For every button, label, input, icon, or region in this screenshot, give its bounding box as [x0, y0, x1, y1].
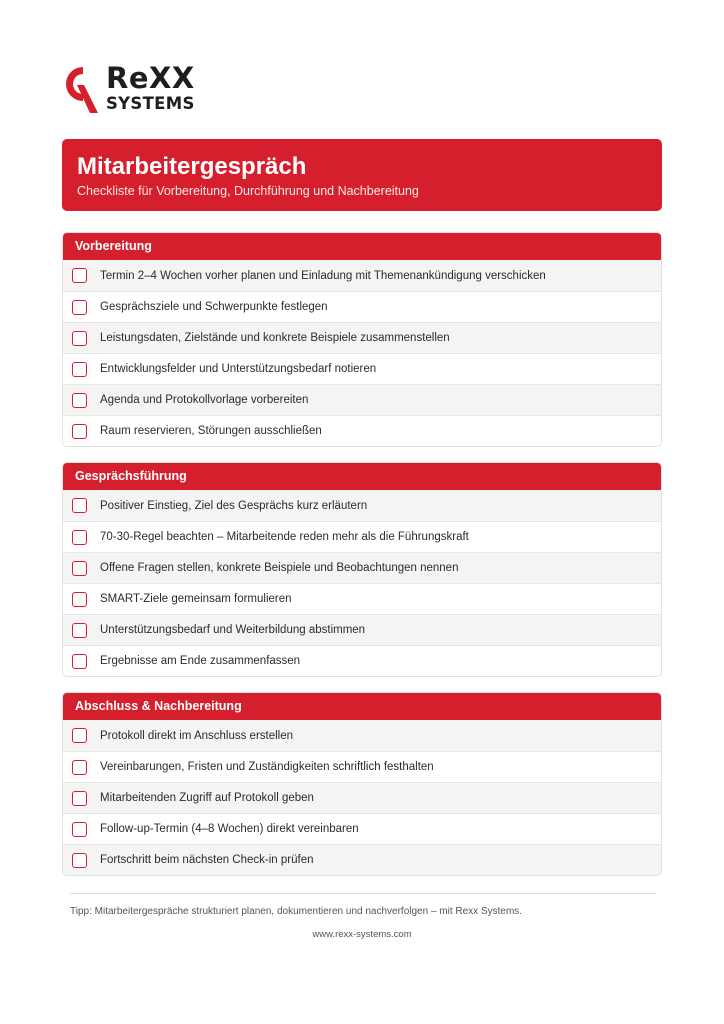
checkbox[interactable] — [72, 853, 87, 868]
checklist-item — [63, 291, 661, 322]
checkbox[interactable] — [72, 654, 87, 669]
checkbox[interactable] — [72, 791, 87, 806]
logo-line-2: SYSTEMS — [106, 94, 195, 113]
checkbox[interactable] — [72, 592, 87, 607]
checklist-item-label: Protokoll direkt im Anschluss erstellen — [100, 729, 294, 742]
checkbox[interactable] — [72, 498, 87, 513]
section-title: Abschluss & Nachbereitung — [63, 693, 661, 720]
checklist-item — [63, 384, 661, 415]
checklist-item-label: Mitarbeitenden Zugriff auf Protokoll geben — [100, 792, 314, 804]
checkbox[interactable] — [72, 300, 87, 315]
checkbox[interactable] — [72, 331, 87, 346]
checklist-item-label: Unterstützungsbedarf und Weiterbildung abstimmen — [100, 624, 366, 636]
checklist-item — [63, 353, 661, 384]
page-title: Mitarbeitergespräch — [77, 153, 307, 180]
checklist-item — [63, 813, 661, 844]
checklist-item — [63, 645, 661, 676]
rexx-logo-icon — [64, 65, 102, 115]
checklist-item-label: Follow-up-Termin (4–8 Wochen) direkt vereinbaren — [100, 823, 359, 835]
checklist-item — [63, 552, 661, 583]
footer-url[interactable]: www.rexx-systems.com — [312, 929, 412, 940]
title-banner — [62, 139, 662, 211]
checkbox[interactable] — [72, 530, 87, 545]
checklist-item — [63, 614, 661, 645]
checklist-item-label: Positiver Einstieg, Ziel des Gesprächs kurz erläutern — [100, 499, 368, 512]
checklist-item — [63, 260, 661, 291]
checkbox[interactable] — [72, 728, 87, 743]
checklist-item-label: Raum reservieren, Störungen ausschließen — [100, 425, 322, 437]
checklist-item-label: Gesprächsziele und Schwerpunkte festlegen — [100, 301, 328, 313]
checklist-item — [63, 782, 661, 813]
section-title: Gesprächsführung — [63, 463, 661, 490]
checklist-item — [63, 844, 661, 875]
checklist-item — [63, 322, 661, 353]
checklist-item-label: Leistungsdaten, Zielstände und konkrete Beispiele zusammenstellen — [100, 332, 450, 344]
checklist-item-label: Ergebnisse am Ende zusammenfassen — [100, 655, 301, 667]
checklist-item-label: Fortschritt beim nächsten Check-in prüfen — [100, 854, 314, 866]
checklist-item — [63, 751, 661, 782]
checklist-item — [63, 583, 661, 614]
checkbox[interactable] — [72, 362, 87, 377]
checkbox[interactable] — [72, 822, 87, 837]
logo-line-1: ReXX — [106, 61, 195, 95]
footer-divider — [70, 893, 656, 894]
checkbox[interactable] — [72, 268, 87, 283]
checklist-item-label: SMART-Ziele gemeinsam formulieren — [100, 593, 292, 605]
checklist-item — [63, 415, 661, 446]
checklist-item — [63, 720, 661, 751]
checklist-item-label: Termin 2–4 Wochen vorher planen und Einladung mit Themenankündigung verschicken — [100, 269, 546, 282]
logo-wordmark — [106, 61, 195, 113]
checkbox[interactable] — [72, 393, 87, 408]
company-logo — [64, 62, 204, 118]
checkbox[interactable] — [72, 424, 87, 439]
checklist-item-label: Vereinbarungen, Fristen und Zuständigkeiten schriftlich festhalten — [100, 761, 434, 773]
section-gespraechsfuehrung — [62, 462, 662, 677]
section-abschluss — [62, 692, 662, 876]
section-vorbereitung — [62, 232, 662, 447]
checklist-item — [63, 521, 661, 552]
footer-tip: Tipp: Mitarbeitergespräche strukturiert planen, dokumentieren und nachverfolgen – mit Rexx Systems. — [70, 906, 523, 917]
checklist-item-label: Entwicklungsfelder und Unterstützungsbedarf notieren — [100, 363, 377, 375]
checklist-item-label: Offene Fragen stellen, konkrete Beispiele und Beobachtungen nennen — [100, 562, 459, 574]
section-title: Vorbereitung — [63, 233, 661, 260]
checkbox[interactable] — [72, 623, 87, 638]
checklist-item-label: Agenda und Protokollvorlage vorbereiten — [100, 394, 309, 406]
checklist-item-label: 70-30-Regel beachten – Mitarbeitende reden mehr als die Führungskraft — [100, 531, 469, 543]
checkbox[interactable] — [72, 760, 87, 775]
checkbox[interactable] — [72, 561, 87, 576]
checklist-item — [63, 490, 661, 521]
page-subtitle: Checkliste für Vorbereitung, Durchführung und Nachbereitung — [77, 184, 419, 198]
